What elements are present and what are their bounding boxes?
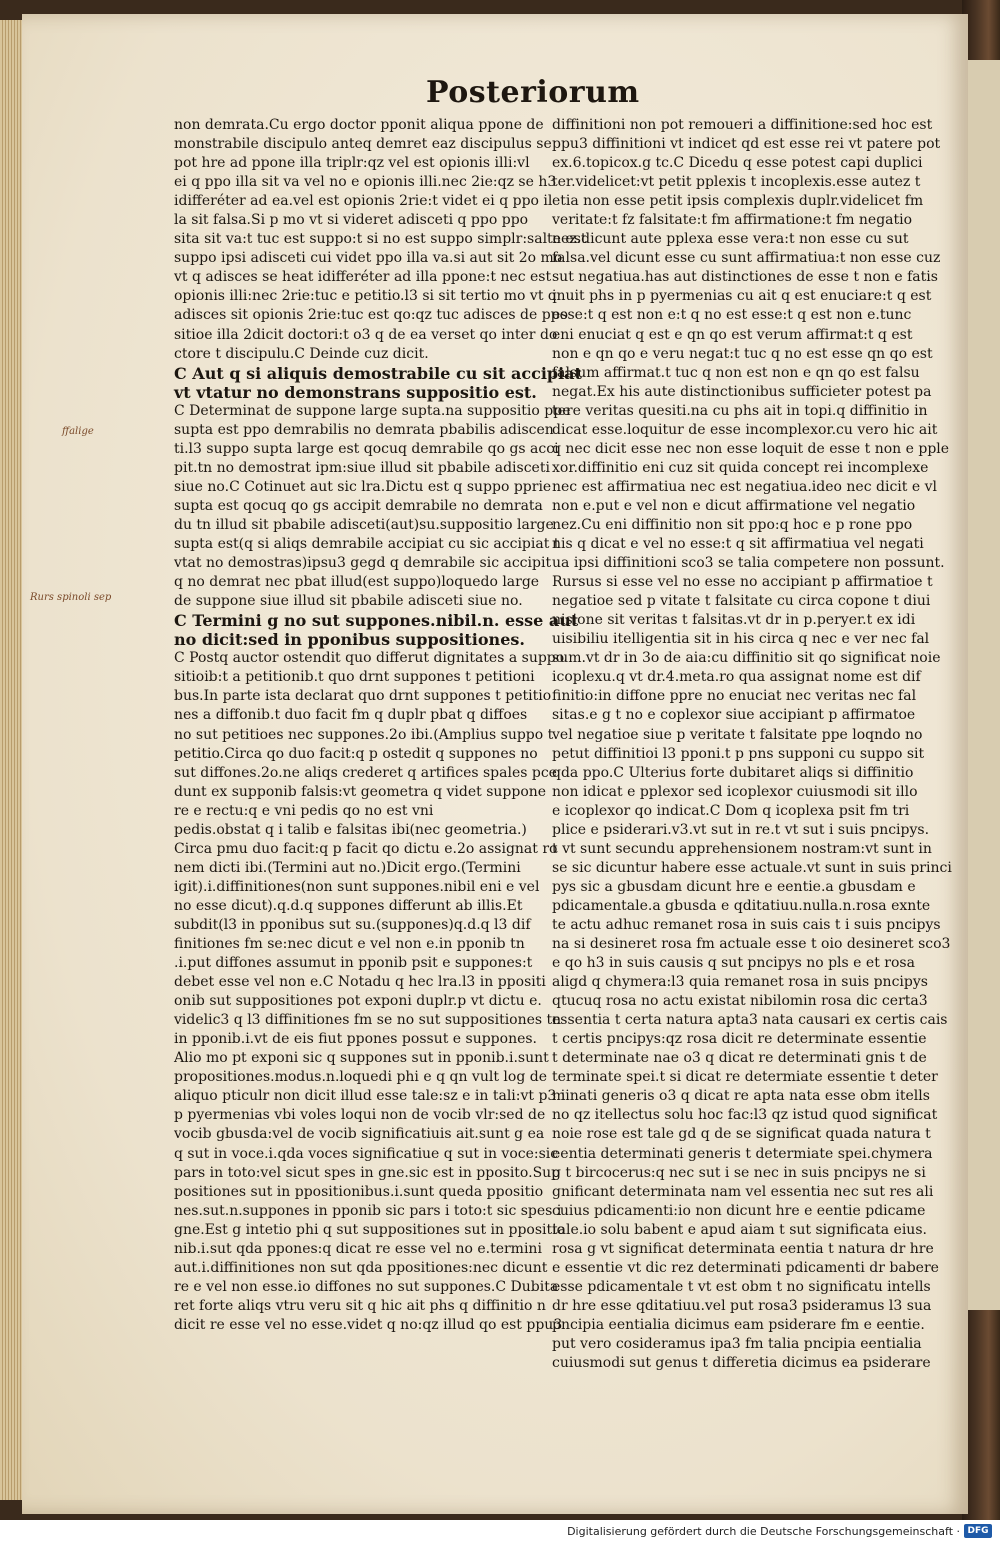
text-line: sitioib:t a petitionib.t quo drnt suppones t petitioni: [174, 669, 535, 686]
text-line: put vero cosideramus ipa3 fm talia pncipia eentialia: [552, 1336, 922, 1352]
text-line: e icoplexor qo indicat.C Dom q icoplexa psit fm tri: [552, 802, 910, 819]
text-line: q sut in voce.i.qda voces significatiue q sut in voce:sic: [174, 1145, 559, 1162]
text-line: sut negatiua.has aut distinctiones de esse t non e fatis: [552, 269, 938, 286]
text-line: non e.put e vel non e dicut affirmatione vel negatio: [552, 497, 916, 514]
text-line: pncipia eentialia dicimus eam psiderare fm e eentie.: [552, 1316, 925, 1333]
text-line: ppu3 diffinitioni vt indicet qd est esse rei vt patere pot: [552, 136, 941, 153]
text-line: re e vel non esse.io diffones no sut suppones.C Dubita: [174, 1278, 559, 1295]
text-line: cuius pdicamenti:io non dicunt hre e eentie pdicame: [552, 1202, 926, 1219]
running-head: Posteriorum: [426, 75, 640, 110]
text-line: Rursus si esse vel no esse no accipiant p affirmatioe t: [552, 574, 933, 591]
text-line: suppo ipsi adisceti cui videt ppo illa va.si aut sit 2o mo: [174, 250, 563, 267]
text-line: sut diffones.2o.ne aliqs crederet q artifices spales pce: [174, 764, 557, 781]
text-line: du tn illud sit pbabile adisceti(aut)su.suppositio large: [174, 516, 554, 533]
text-line: dr hre esse qditatiuu.vel put rosa3 psideramus l3 sua: [552, 1297, 932, 1314]
dfg-logo: DFG: [964, 1524, 992, 1538]
text-line: C Determinat de suppone large supta.na suppositio ppe: [174, 402, 571, 419]
text-line: non e qn qo e veru negat:t tuc q no est esse qn qo est: [552, 345, 933, 362]
text-line: nib.i.sut qda ppones:q dicat re esse vel no e.termini: [174, 1240, 542, 1257]
text-line: opionis illi:nec 2rie:tuc e petitio.l3 si sit tertio mo vt q: [174, 288, 557, 305]
text-line: C Termini g no sut suppones.nibil.n. esse aut: [174, 611, 579, 631]
text-line: adisces sit opionis 2rie:tuc est qo:qz tuc adisces de ppo: [174, 307, 569, 324]
text-line: in pponib.i.vt de eis fiut ppones possut e suppones.: [174, 1031, 538, 1048]
text-line: nem dicti ibi.(Termini aut no.)Dicit ergo.(Termini: [174, 859, 521, 876]
text-line: veritate:t fz falsitate:t fm affirmatione:t fm negatio: [552, 212, 913, 229]
text-line: idifferéter ad ea.vel est opionis 2rie:t videt ei q ppo il: [174, 193, 553, 210]
text-line: eni enuciat q est e qn qo est verum affirmat:t q est: [552, 326, 913, 343]
text-line: siue no.C Cotinuet aut sic lra.Dictu est q suppo pprie: [174, 478, 552, 495]
text-line: se sic dicuntur habere esse actuale.vt sunt in suis princi: [552, 859, 952, 876]
text-line: re e rectu:q e vni pedis qo no est vni: [174, 802, 434, 819]
text-line: finitiones fm se:nec dicut e vel non e.in pponib tn: [174, 936, 525, 953]
text-line: petitio.Circa qo duo facit:q p ostedit q suppones no: [174, 745, 538, 762]
text-line: etia non esse petit ipsis complexis duplr.videlicet fm: [552, 193, 924, 210]
text-line: finitio:in diffone ppre no enuciat nec veritas nec fal: [552, 688, 917, 705]
text-line: aliquo pticulr non dicit illud esse tale:sz e in tali:vt p3 i: [174, 1088, 566, 1105]
left-text-column: [174, 116, 587, 1335]
text-line: vt q adisces se heat idifferéter ad illa ppone:t nec est: [174, 269, 552, 286]
text-line: esse:t q est non e:t q no est esse:t q est non e.tunc: [552, 307, 912, 324]
text-line: gne.Est g intetio phi q sut suppositiones sut in ppositio: [174, 1221, 566, 1238]
text-line: g t bircocerus:q nec sut i se nec in suis pncipys ne si: [552, 1164, 926, 1181]
text-line: aligd q chymera:l3 quia remanet rosa in suis pncipys: [552, 974, 928, 991]
text-line: ter.videlicet:vt petit pplexis t incoplexis.esse autez t: [552, 174, 921, 191]
text-line: ua ipsi diffinitioni sco3 se talia competere non possunt.: [552, 555, 945, 572]
text-line: cuiusmodi sut genus t differetia dicimus ea psiderare: [552, 1355, 931, 1372]
text-line: nisione sit veritas t falsitas.vt dr in p.peryer.t ex idi: [552, 612, 916, 629]
text-line: qtucuq rosa no actu existat nibilomin rosa dic certa3: [552, 993, 928, 1010]
text-line: sita sit va:t tuc est suppo:t si no est suppo simplr:salte est: [174, 231, 587, 248]
text-line: bus.In parte ista declarat quo drnt suppones t petitio: [174, 688, 552, 705]
text-line: positiones sut in ppositionibus.i.sunt queda ppositio: [174, 1183, 544, 1200]
text-line: nes a diffonib.t duo facit fm q duplr pbat q diffoes: [174, 707, 528, 724]
text-line: uisibiliu itelligentia sit in his circa q nec e ver nec fal: [552, 631, 930, 648]
text-line: eentia determinati generis t determiate spei.chymera: [552, 1145, 933, 1162]
marginal-note-2: Rurs spinoli sep: [30, 592, 112, 603]
text-line: no sut petitioes nec suppones.2o ibi.(Amplius suppo t: [174, 726, 554, 743]
text-line: t determinate nae o3 q dicat re determinati gnis t de: [552, 1050, 927, 1067]
text-line: ei q ppo illa sit va vel no e opionis illi.nec 2ie:qz se h3: [174, 174, 557, 191]
text-line: debet esse vel non e.C Notadu q hec lra.l3 in ppositi: [174, 974, 546, 991]
text-line: te actu adhuc remanet rosa in suis cais t i suis pncipys: [552, 916, 941, 933]
text-line: qda ppo.C Ulterius forte dubitaret aliqs si diffinitio: [552, 764, 914, 781]
text-line: nez.dicunt aute pplexa esse vera:t non esse cu sut: [552, 231, 909, 248]
text-line: Circa pmu duo facit:q p facit qo dictu e.2o assignat ro: [174, 840, 558, 857]
text-line: negat.Ex his aute distinctionibus sufficieter potest pa: [552, 383, 932, 400]
text-line: la sit falsa.Si p mo vt si videret adisceti q ppo ppo: [174, 212, 529, 229]
text-line: tere veritas quesiti.na cu phs ait in topi.q diffinitio in: [552, 402, 928, 419]
text-line: falsa.vel dicunt esse cu sunt affirmatiua:t non esse cuz: [552, 250, 941, 267]
text-line: non demrata.Cu ergo doctor pponit aliqua ppone de: [174, 117, 544, 133]
text-line: subdit(l3 in pponibus sut su.(suppones)q.d.q l3 dif: [174, 916, 531, 933]
text-line: essentia t certa natura apta3 nata causari ex certis cais: [552, 1012, 948, 1029]
text-line: q no demrat nec pbat illud(est suppo)loquedo large: [174, 574, 540, 591]
text-line: falsum affirmat.t tuc q non est non e qn qo est falsu: [552, 364, 920, 381]
text-line: no qz itellectus solu hoc fac:l3 qz istud quod significat: [552, 1107, 938, 1124]
text-line: e qo h3 in suis causis q sut pncipys no pls e et rosa: [552, 955, 915, 972]
facing-page-fragment: [966, 60, 1000, 1310]
text-line: ex.6.topicox.g tc.C Dicedu q esse potest capi duplici: [552, 155, 923, 172]
text-line: plice e psiderari.v3.vt sut in re.t vt sut i suis pncipys.: [552, 821, 930, 838]
text-line: xor.diffinitio eni cuz sit quida concept rei incomplexe: [552, 459, 929, 476]
text-line: de suppone siue illud sit pbabile adisceti siue no.: [174, 593, 523, 610]
text-line: ctore t discipulu.C Deinde cuz dicit.: [174, 345, 429, 362]
text-line: terminate spei.t si dicat re determiate essentie t deter: [552, 1069, 938, 1086]
marginal-note-1: ffalige: [62, 426, 94, 437]
text-line: C Postq auctor ostendit quo differut dignitates a suppo: [174, 650, 565, 667]
right-text-column: [552, 116, 952, 1373]
text-line: pdicamentale.a gbusda e qditatiuu.nulla.n.rosa exnte: [552, 897, 931, 914]
text-line: igit).i.diffinitiones(non sunt suppones.nibil eni e vel: [174, 878, 540, 895]
text-line: monstrabile discipulo anteq demret eaz discipulus se: [174, 136, 552, 153]
text-line: .i.put diffones assumut in pponib psit e suppones:t: [174, 955, 533, 972]
text-line: noie rose est tale gd q de se significat quada natura t: [552, 1126, 931, 1143]
text-line: no dicit:sed in pponibus suppositiones.: [174, 630, 525, 650]
text-line: aut.i.diffinitiones non sut qda ppositiones:nec dicunt: [174, 1259, 548, 1276]
text-line: dicit re esse vel no esse.videt q no:qz illud qo est ppu3: [174, 1316, 563, 1333]
text-line: nec est affirmatiua nec est negatiua.ideo nec dicit e vl: [552, 478, 937, 495]
text-line: gnificant determinata nam vel essentia nec sut res ali: [552, 1183, 934, 1200]
text-line: nez.Cu eni diffinitio non sit ppo:q hoc e p rone ppo: [552, 516, 913, 533]
text-line: nes.sut.n.suppones in pponib sic pars i toto:t sic spes i: [174, 1202, 562, 1219]
text-line: diffinitioni non pot remoueri a diffinitione:sed hoc est: [552, 117, 933, 133]
text-line: pedis.obstat q i talib e falsitas ibi(nec geometria.): [174, 821, 527, 838]
text-line: sum.vt dr in 3o de aia:cu diffinitio sit qo significat noie: [552, 650, 941, 667]
dfg-credit: Digitalisierung gefördert durch die Deutsche Forschungsgemeinschaft ·: [567, 1525, 960, 1538]
text-line: ti.l3 suppo supta large est qocuq demrabile qo gs acci: [174, 440, 559, 457]
text-line: icoplexu.q vt dr.4.meta.ro qua assignat nome est dif: [552, 669, 921, 686]
text-line: Alio mo pt exponi sic q suppones sut in pponib.i.sunt: [174, 1050, 549, 1067]
text-line: nis q dicat e vel no esse:t q sit affirmatiua vel negati: [552, 536, 924, 553]
text-line: esse pdicamentale t vt est obm t no significatu intells: [552, 1278, 931, 1295]
text-line: t certis pncipys:qz rosa dicit re determinate essentie: [552, 1031, 927, 1048]
text-line: inuit phs in p pyermenias cu ait q est enuciare:t q est: [552, 288, 932, 305]
text-line: pars in toto:vel sicut spes in gne.sic est in pposito.Sup: [174, 1164, 561, 1181]
text-line: tale.io solu babent e apud aiam t sut significata eius.: [552, 1221, 927, 1238]
text-line: non idicat e pplexor sed icoplexor cuiusmodi sit illo: [552, 783, 918, 800]
text-line: t vt sunt secundu apprehensionem nostram:vt sunt in: [552, 840, 932, 857]
text-line: negatioe sed p vitate t falsitate cu circa copone t diui: [552, 593, 931, 610]
text-line: pit.tn no demostrat ipm:siue illud sit pbabile adisceti: [174, 459, 550, 476]
text-line: minati generis o3 q dicat re apta nata esse obm itells: [552, 1088, 930, 1105]
text-line: pot hre ad ppone illa triplr:qz vel est opionis illi:vl: [174, 155, 530, 172]
text-line: vocib gbusda:vel de vocib significatiuis ait.sunt g ea: [174, 1126, 545, 1143]
text-line: rosa g vt significat determinata eentia t natura dr hre: [552, 1240, 934, 1257]
text-line: dunt ex supponib falsis:vt geometra q videt suppone: [174, 783, 547, 800]
text-line: supta est(q si aliqs demrabile accipiat cu sic accipiat t: [174, 536, 560, 553]
text-line: pys sic a gbusdam dicunt hre e eentie.a gbusdam e: [552, 878, 916, 895]
facing-page-ghost-text: [966, 60, 1000, 68]
text-line: C Aut q si aliquis demostrabile cu sit accipiat: [174, 363, 582, 383]
text-line: e essentie vt dic rez determinati pdicamenti dr babere: [552, 1259, 939, 1276]
text-line: sitas.e g t no e coplexor siue accipiant p affirmatoe: [552, 707, 916, 724]
text-line: ret forte aliqs vtru veru sit q hic ait phs q diffinitio n: [174, 1297, 546, 1314]
text-line: propositiones.modus.n.loquedi phi e q qn vult log de: [174, 1069, 547, 1086]
text-line: no esse dicut).q.d.q suppones differunt ab illis.Et: [174, 897, 523, 914]
text-line: videlic3 q l3 diffinitiones fm se no sut suppositiones tn: [174, 1012, 562, 1029]
text-line: vel negatioe siue p veritate t falsitate ppe loqndo no: [552, 726, 923, 743]
text-line: sitioe illa 2dicit doctori:t o3 q de ea verset qo inter do: [174, 326, 558, 343]
text-line: p pyermenias vbi voles loqui non de vocib vlr:sed de: [174, 1107, 546, 1124]
text-line: vt vtatur no demonstrans suppositio est.: [174, 382, 537, 402]
text-line: q nec dicit esse nec non esse loquit de esse t non e pple: [552, 440, 950, 457]
text-line: vtat no demostras)ipsu3 gegd q demrabile sic accipit: [174, 555, 552, 572]
text-line: dicat esse.loquitur de esse incomplexor.cu vero hic ait: [552, 421, 938, 438]
text-line: supta est qocuq qo gs accipit demrabile no demrata: [174, 497, 543, 514]
text-line: onib sut suppositiones pot exponi duplr.p vt dictu e.: [174, 993, 542, 1010]
text-line: petut diffinitioi l3 pponi.t p pns supponi cu suppo sit: [552, 745, 925, 762]
text-line: supta est ppo demrabilis no demrata pbabilis adiscen: [174, 421, 554, 438]
text-line: na si desineret rosa fm actuale esse t oio desineret sco3: [552, 936, 951, 953]
